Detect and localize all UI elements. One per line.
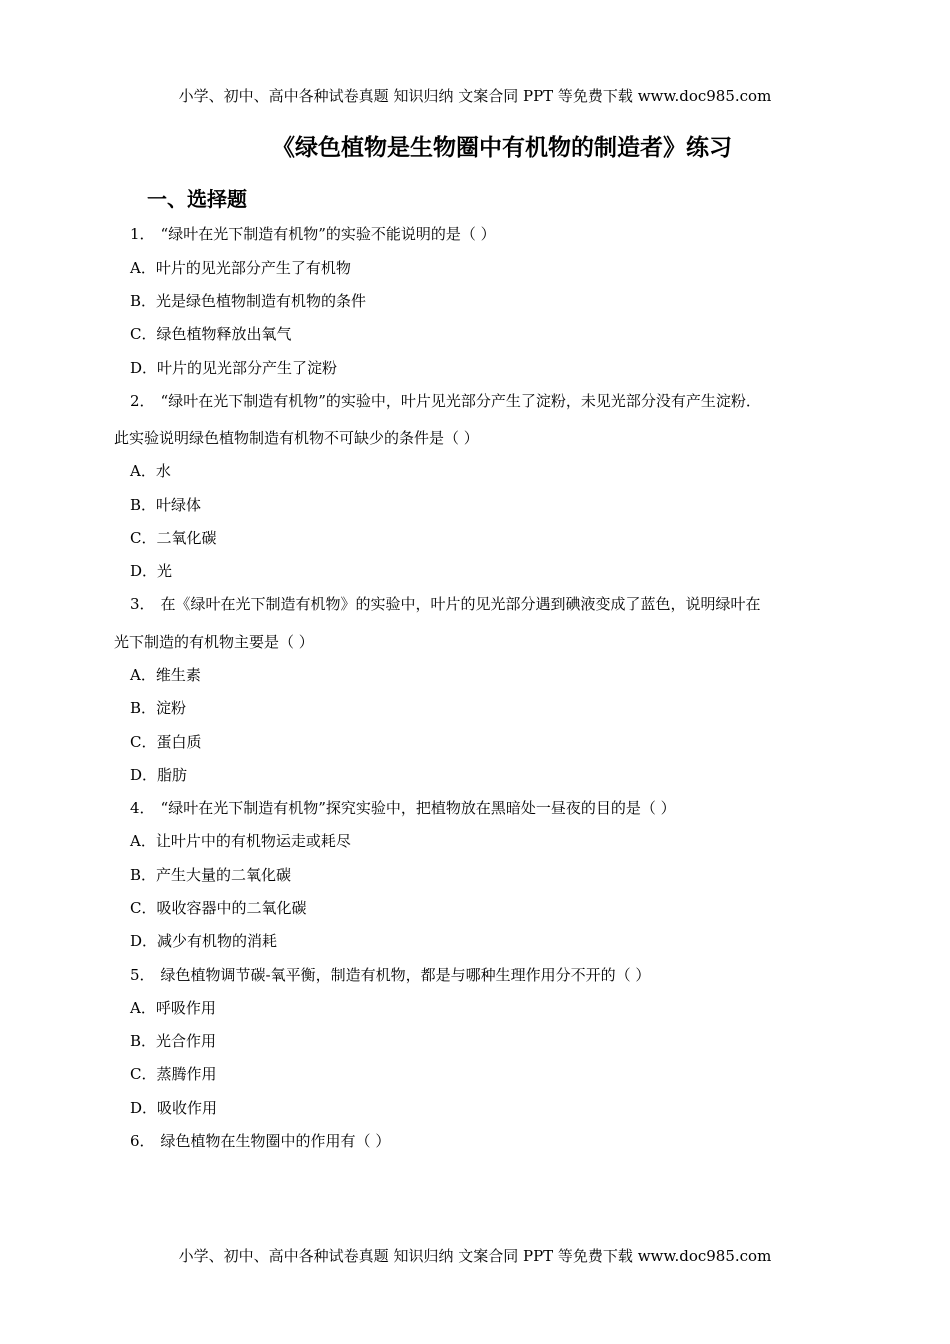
question-number: 6． xyxy=(130,1132,155,1150)
option-1d: D．叶片的见光部分产生了淀粉 xyxy=(130,359,338,377)
option-3c: C．蛋白质 xyxy=(130,733,202,751)
option-3d: D．脂肪 xyxy=(130,766,188,784)
option-5c: C．蒸腾作用 xyxy=(130,1065,217,1083)
question-number: 3． xyxy=(130,595,155,613)
question-5 xyxy=(130,965,650,985)
option-4a: A．让叶片中的有机物运走或耗尽 xyxy=(130,832,351,850)
option-3a: A．维生素 xyxy=(130,666,201,684)
question-number: 4． xyxy=(130,799,155,817)
question-text: 绿色植物在生物圈中的作用有（ ） xyxy=(160,1132,391,1150)
option-1a: A．叶片的见光部分产生了有机物 xyxy=(130,259,351,277)
header-banner: 小学、初中、高中各种试卷真题 知识归纳 文案合同 PPT 等免费下载 www.doc985.com xyxy=(178,87,772,105)
question-text: 绿色植物调节碳-氧平衡，制造有机物，都是与哪种生理作用分不开的（ ） xyxy=(160,966,651,984)
question-2-continuation: 此实验说明绿色植物制造有机物不可缺少的条件是（ ） xyxy=(114,429,479,447)
option-5a: A．呼吸作用 xyxy=(130,999,216,1017)
section-heading: 一、选择题 xyxy=(147,187,247,211)
question-number: 2． xyxy=(130,392,155,410)
footer-banner: 小学、初中、高中各种试卷真题 知识归纳 文案合同 PPT 等免费下载 www.doc985.com xyxy=(178,1247,772,1265)
option-2b: B．叶绿体 xyxy=(130,496,202,514)
question-number: 5． xyxy=(130,966,155,984)
option-4c: C．吸收容器中的二氧化碳 xyxy=(130,899,307,917)
question-1 xyxy=(130,224,496,244)
question-4 xyxy=(130,798,676,818)
option-2d: D．光 xyxy=(130,562,173,580)
question-number: 1． xyxy=(130,225,155,243)
question-text: “绿叶在光下制造有机物”探究实验中，把植物放在黑暗处一昼夜的目的是（ ） xyxy=(160,799,676,817)
question-text: “绿叶在光下制造有机物”的实验不能说明的是（ ） xyxy=(160,225,496,243)
question-text: “绿叶在光下制造有机物”的实验中，叶片见光部分产生了淀粉，未见光部分没有产生淀粉． xyxy=(160,392,761,410)
option-4b: B．产生大量的二氧化碳 xyxy=(130,866,292,884)
option-2a: A．水 xyxy=(130,462,171,480)
question-3-continuation: 光下制造的有机物主要是（ ） xyxy=(114,633,314,651)
option-3b: B．淀粉 xyxy=(130,699,187,717)
option-1c: C．绿色植物释放出氧气 xyxy=(130,325,292,343)
option-2c: C．二氧化碳 xyxy=(130,529,217,547)
question-2 xyxy=(130,391,761,411)
option-5d: D．吸收作用 xyxy=(130,1099,218,1117)
page-title: 《绿色植物是生物圈中有机物的制造者》练习 xyxy=(272,135,732,161)
question-text: 在《绿叶在光下制造有机物》的实验中，叶片的见光部分遇到碘液变成了蓝色，说明绿叶在 xyxy=(160,595,761,613)
option-5b: B．光合作用 xyxy=(130,1032,217,1050)
option-1b: B．光是绿色植物制造有机物的条件 xyxy=(130,292,367,310)
question-6 xyxy=(130,1131,390,1151)
question-3 xyxy=(130,594,761,614)
option-4d: D．减少有机物的消耗 xyxy=(130,932,278,950)
